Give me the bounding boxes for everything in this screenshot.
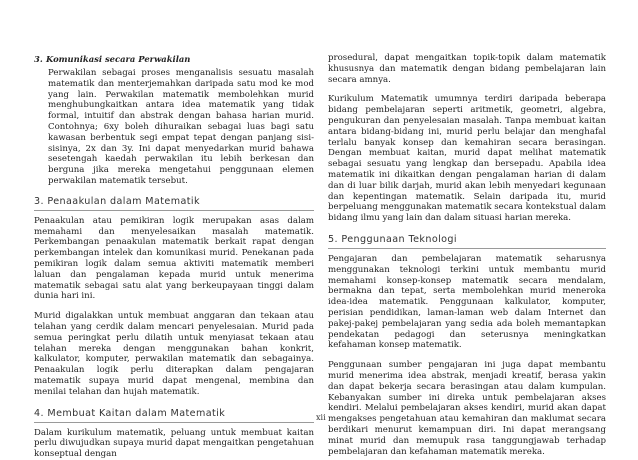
section-heading-teknologi: 5. Penggunaan Teknologi [328,234,606,249]
paragraph: Penggunaan sumber pengajaran ini juga dapat membantu murid menerima idea abstrak, menjadi kreatif, berasa yakin dan dapat bekerja secara berasingan atau dalam kumpulan. Kebanyakan sumber ini direka untuk pembelajaran akses kendiri. Melalui pembelajaran akses kendiri, murid akan dapat mengakses pengetahuan atau kemahiran dan maklumat secara berdikari menurut kemampuan diri. Ini dapat merangsang minat murid dan memupuk rasa tanggungjawab terhadap pembelajaran dan kefahaman matematik mereka. [328,360,606,457]
paragraph: Murid digalakkan untuk membuat anggaran dan tekaan atau telahan yang cerdik dalam mencari penyelesaian. Murid pada semua peringkat perlu dilatih untuk menyiasat tekaan atau telahan mereka dengan menggunakan bahan konkrit, kalkulator, komputer, perwakilan matematik dan sebagainya. Penaakulan logik perlu diterapkan dalam pengajaran matematik supaya murid dapat mengenal, membina dan menilai telahan dan hujah matematik. [34,311,314,397]
paragraph: prosedural, dapat mengaitkan topik-topik dalam matematik khususnya dan matematik dengan bidang pembelajaran lain secara amnya. [328,53,606,85]
paragraph: Dalam kurikulum matematik, peluang untuk membuat kaitan perlu diwujudkan supaya murid dapat mengaitkan pengetahuan konseptual dengan [34,427,314,460]
list-number: 3. [34,54,43,64]
paragraph: Pengajaran dan pembelajaran matematik seharusnya menggunakan teknologi terkini untuk membantu murid memahami konsep-konsep matematik secara mendalam, bermakna dan tepat, serta membolehkan murid meneroka idea-idea matematik. Penggunaan kalkulator, komputer, perisian pendidikan, laman-laman web dalam Internet dan pakej-pakej pembelajaran yang sedia ada boleh memantapkan pendekatan pedagogi dan seterusnya meningkatkan kefahaman konsep matematik. [328,253,606,351]
list-item-heading [34,54,314,65]
right-column [328,53,606,457]
section-heading-penaakulan: 3. Penaakulan dalam Matematik [34,196,314,211]
paragraph: Penaakulan atau pemikiran logik merupakan asas dalam memahami dan menyelesaikan masalah matematik. Perkembangan penaakulan matematik berkait rapat dengan perkembangan intelek dan komunikasi murid. Penekanan pada pemikiran logik dalam semua aktiviti matematik memberi laluan dan pengalaman kepada murid untuk menerima matematik sebagai satu alat yang berkeupayaan tinggi dalam dunia hari ini. [34,215,314,302]
list-item-body: Perwakilan sebagai proses menganalisis sesuatu masalah matematik dan menterjemahkan daripada satu mod ke mod yang lain. Perwakilan matematik membolehkan murid menghubungkaitkan antara idea matematik yang tidak formal, intuitif dan abstrak dengan bahasa harian murid. Contohnya; 6xy boleh dihuraikan sebagai luas bagi satu kawasan berbentuk segi empat tepat dengan panjang sisi-sisinya, 2x dan 3y. Ini dapat menyedarkan murid bahawa sesetengah kaedah perwakilan itu lebih berkesan dan berguna jika mereka mengetahui penggunaan elemen perwakilan matematik tersebut. [48,68,314,186]
section-heading-kaitan: 4. Membuat Kaitan dalam Matematik [34,408,314,423]
list-title: Komunikasi secara Perwakilan [46,54,191,64]
page-number: xii [316,413,326,422]
paragraph: Kurikulum Matematik umumnya terdiri daripada beberapa bidang pembelajaran seperti aritmetik, geometri, algebra, pengukuran dan penyelesaian masalah. Tanpa membuat kaitan antara bidang-bidang ini, murid perlu belajar dan menghafal terlalu banyak konsep dan kemahiran secara berasingan. Dengan membuat kaitan, murid dapat melihat matematik sebagai sesuatu yang lengkap dan bersepadu. Apabila idea matematik ini dikaitkan dengan pengalaman harian di dalam dan di luar bilik darjah, murid akan lebih menyedari kegunaan dan kepentingan matematik. Selain daripada itu, murid berpeluang menggunakan matematik secara kontekstual dalam bidang ilmu yang lain dan dalam situasi harian mereka. [328,94,606,224]
left-column [34,54,314,460]
